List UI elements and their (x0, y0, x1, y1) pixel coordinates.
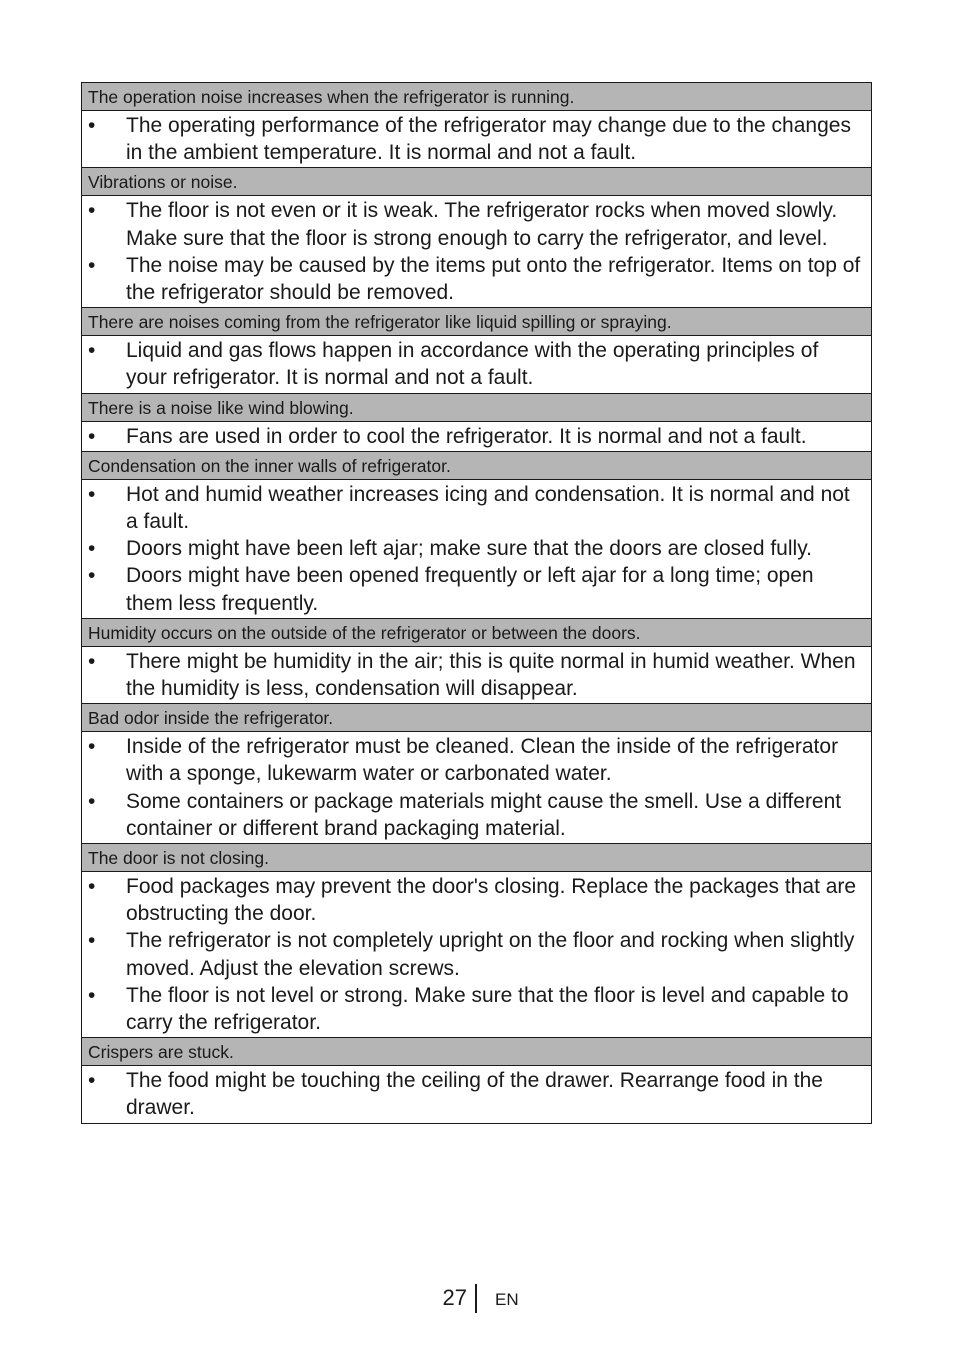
solution-item (88, 733, 863, 787)
solution-cell (82, 1066, 871, 1122)
solution-item (88, 535, 863, 562)
solution-item (88, 112, 863, 166)
problem-header: There are noises coming from the refrigerator like liquid spilling or spraying. (82, 308, 871, 336)
bullet-icon: • (88, 253, 96, 277)
bullet-icon: • (88, 649, 96, 673)
bullet-icon: • (88, 929, 96, 953)
problem-header: Bad odor inside the refrigerator. (82, 704, 871, 732)
page-number: 27 (442, 1285, 467, 1310)
solution-item (88, 481, 863, 535)
solution-cell (82, 336, 871, 393)
solution-item (88, 982, 863, 1036)
solution-item (88, 927, 863, 981)
language-code: EN (495, 1290, 519, 1309)
problem-header: Crispers are stuck. (82, 1038, 871, 1066)
footer-divider (475, 1284, 477, 1313)
bullet-icon: • (88, 735, 96, 759)
bullet-icon: • (88, 339, 96, 363)
solution-cell (82, 196, 871, 308)
solution-text: There might be humidity in the air; this is quite normal in humid weather. When the humidity is less, condensation will disappear. (126, 649, 856, 701)
solution-item (88, 648, 863, 702)
bullet-icon: • (88, 789, 96, 813)
solution-text: The floor is not level or strong. Make sure that the floor is level and capable to carry the refrigerator. (126, 983, 849, 1035)
solution-cell (82, 111, 871, 168)
bullet-icon: • (88, 199, 96, 223)
solution-text: The refrigerator is not completely upright on the floor and rocking when slightly moved. Adjust the elevation screws. (126, 929, 855, 980)
solution-item (88, 873, 863, 927)
solution-item (88, 337, 863, 391)
troubleshooting-rows (82, 83, 871, 1123)
solution-text: Hot and humid weather increases icing and condensation. It is normal and not a fault. (126, 482, 850, 534)
problem-header: There is a noise like wind blowing. (82, 394, 871, 422)
problem-header: The door is not closing. (82, 844, 871, 872)
solution-item (88, 788, 863, 842)
solution-text: Inside of the refrigerator must be cleaned. Clean the inside of the refrigerator with a sponge, lukewarm water or carbonated water. (126, 735, 839, 786)
problem-header: Condensation on the inner walls of refrigerator. (82, 452, 871, 480)
solution-text: The noise may be caused by the items put onto the refrigerator. Items on top of the refrigerator should be removed. (126, 253, 861, 305)
bullet-icon: • (88, 875, 96, 899)
solution-text: The food might be touching the ceiling of the drawer. Rearrange food in the drawer. (126, 1069, 823, 1120)
solution-item (88, 562, 863, 616)
bullet-icon: • (88, 1069, 96, 1093)
page-footer (0, 1282, 954, 1316)
problem-header: The operation noise increases when the refrigerator is running. (82, 83, 871, 111)
solution-text: Doors might have been left ajar; make sure that the doors are closed fully. (126, 537, 812, 561)
solution-cell (82, 480, 871, 619)
solution-item (88, 423, 863, 450)
bullet-icon: • (88, 983, 96, 1007)
bullet-icon: • (88, 114, 96, 137)
troubleshooting-table (81, 82, 872, 1124)
solution-cell (82, 422, 871, 452)
solution-text: Liquid and gas flows happen in accordance with the operating principles of your refrigerator. It is normal and not a fault. (126, 339, 819, 390)
solution-text: The floor is not even or it is weak. The refrigerator rocks when moved slowly. Make sure that the floor is strong enough to carry the refrigerator, and level. (126, 199, 838, 250)
solution-text: Doors might have been opened frequently or left ajar for a long time; open them less frequently. (126, 564, 814, 615)
solution-cell (82, 647, 871, 704)
solution-cell (82, 732, 871, 844)
bullet-icon: • (88, 564, 96, 588)
solution-text: Food packages may prevent the door's closing. Replace the packages that are obstructing the door. (126, 875, 857, 926)
solution-text: The operating performance of the refrigerator may change due to the changes in the ambient temperature. It is normal and not a fault. (126, 114, 851, 165)
bullet-icon: • (88, 482, 96, 506)
solution-item (88, 1067, 863, 1121)
problem-header: Vibrations or noise. (82, 168, 871, 196)
solution-cell (82, 872, 871, 1038)
solution-text: Some containers or package materials might cause the smell. Use a different container or different brand packaging material. (126, 789, 842, 840)
solution-item (88, 252, 863, 306)
solution-text: Fans are used in order to cool the refrigerator. It is normal and not a fault. (126, 424, 807, 448)
problem-header: Humidity occurs on the outside of the refrigerator or between the doors. (82, 619, 871, 647)
solution-item (88, 197, 863, 251)
bullet-icon: • (88, 424, 96, 448)
bullet-icon: • (88, 537, 96, 561)
